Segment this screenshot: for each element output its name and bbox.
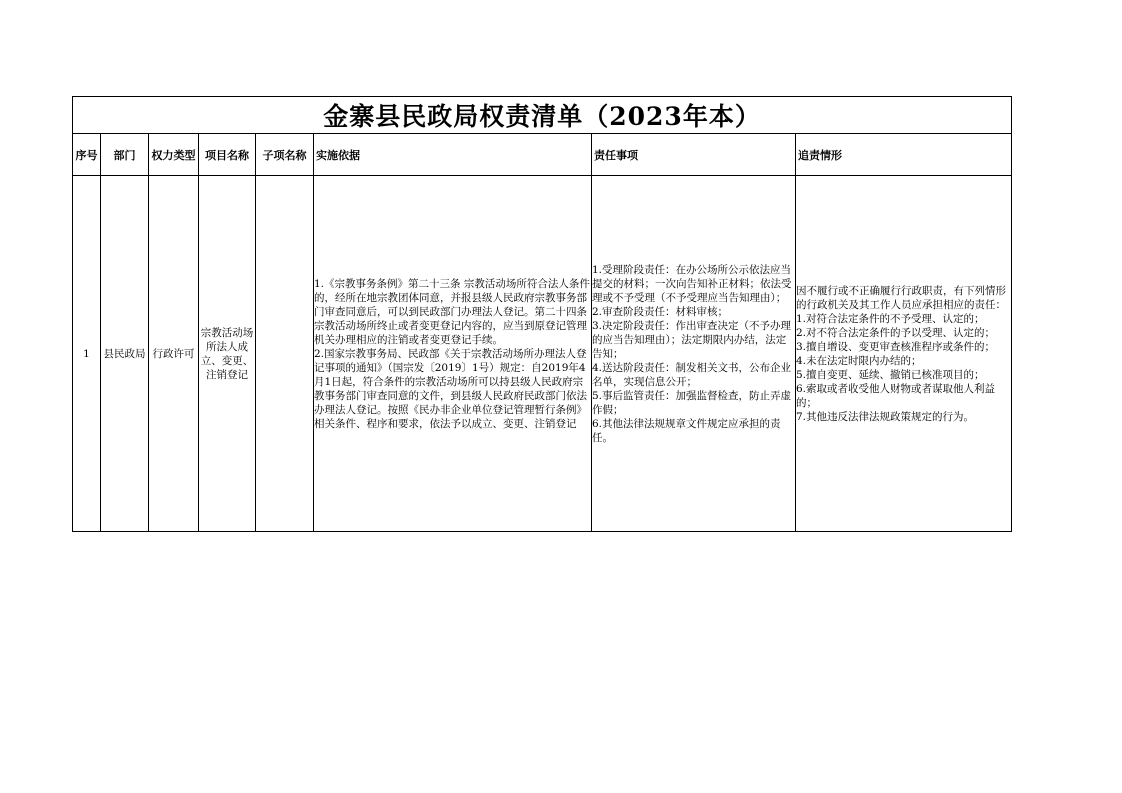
cell-basis: 1.《宗教事务条例》第二十三条 宗教活动场所符合法人条件的，经所在地宗教团体同意，并报县级人民政府宗教事务部门审查同意后，可以到民政部门办理法人登记。第二十四条 宗教活动场所终止或者变更登记内容的，应当到原登记管理机关办理相应的注销或者变更登记手续。 2.国家宗教事务局、民政部《关于宗教活动场所办理法人登记事项的通知》（国宗发〔2019〕1号）规定：自2019年4月1日起，符合条件的宗教活动场所可以持县级人民政府宗教事务部门审查同意的文件，到县级人民政府民政部门依法办理法人登记。按照《民办非企业单位登记管理暂行条例》相关条件、程序和要求，依法予以成立、变更、注销登记: [314, 176, 592, 532]
header-item-name: 项目名称: [199, 134, 256, 176]
responsibility-list-table: [72, 96, 1012, 532]
cell-seq: 1: [73, 176, 101, 532]
table-row: [73, 176, 1012, 532]
header-power-type: 权力类型: [149, 134, 199, 176]
header-dept: 部门: [101, 134, 149, 176]
cell-sub-item: [256, 176, 314, 532]
cell-accountability: 因不履行或不正确履行行政职责，有下列情形的行政机关及其工作人员应承担相应的责任： 1.对符合法定条件的不予受理、认定的； 2.对不符合法定条件的予以受理、认定的； 3.擅自增设、变更审查核准程序或条件的； 4.未在法定时限内办结的； 5.擅自变更、延续、撤销已核准项目的； 6.索取或者收受他人财物或者谋取他人利益的； 7.其他违反法律法规政策规定的行为。: [796, 176, 1012, 532]
header-seq: 序号: [73, 134, 101, 176]
page-title: 金寨县民政局权责清单（2023年本）: [73, 97, 1012, 134]
cell-power-type: 行政许可: [149, 176, 199, 532]
cell-dept: 县民政局: [101, 176, 149, 532]
header-accountability: 追责情形: [796, 134, 1012, 176]
cell-item-name: 宗教活动场所法人成立、变更、注销登记: [199, 176, 256, 532]
header-basis: 实施依据: [314, 134, 592, 176]
header-sub-item: 子项名称: [256, 134, 314, 176]
header-row: [73, 134, 1012, 176]
header-responsibility: 责任事项: [592, 134, 796, 176]
cell-responsibility: 1.受理阶段责任：在办公场所公示依法应当提交的材料；一次向告知补正材料；依法受理或不予受理（不予受理应当告知理由）； 2.审查阶段责任：材料审核； 3.决定阶段责任：作出审查决定（不予办理的应当告知理由）；法定期限内办结，法定告知； 4.送达阶段责任：制发相关文书，公布企业名单，实现信息公开； 5.事后监管责任：加强监督检查，防止弄虚作假； 6.其他法律法规规章文件规定应承担的责任。: [592, 176, 796, 532]
